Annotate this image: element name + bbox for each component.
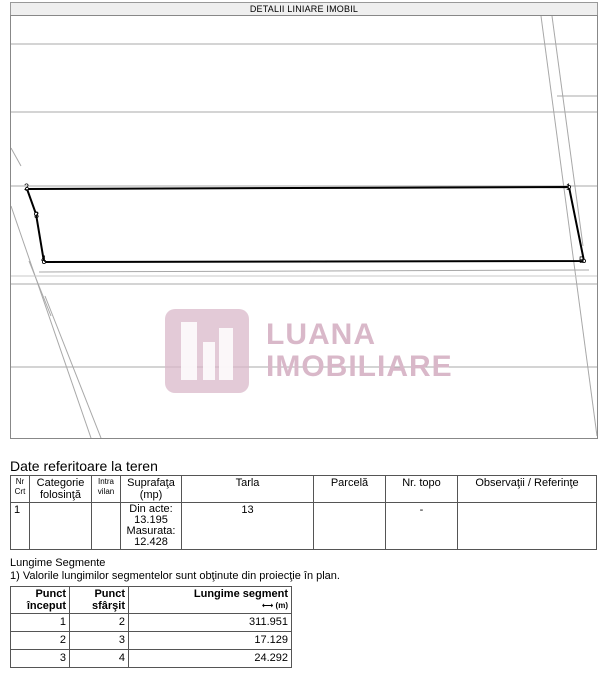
- col-observatii: Observaţii / Referinţe: [458, 476, 597, 503]
- teren-table: [10, 475, 597, 550]
- segmente-title: Lungime Segmente: [10, 557, 106, 569]
- parcel-map: [10, 15, 598, 439]
- watermark-text: LUANA IMOBILIARE: [266, 318, 453, 383]
- suprafata-masurata-value: 12.428: [134, 536, 168, 548]
- col-tarla: Tarla: [182, 476, 314, 503]
- ruler-icon: ⟷: [261, 601, 274, 610]
- table-row: 2 3 17.129: [11, 632, 292, 650]
- col-categorie: Categorie folosinţă: [30, 476, 92, 503]
- cell-tarla: 13: [182, 503, 314, 550]
- segmente-note: 1) Valorile lungimilor segmentelor sunt obţinute din proiecţie în plan.: [10, 570, 340, 582]
- col-lungime-segment: Lungime segment ⟷ (m): [129, 587, 292, 614]
- col-punct-sfarsit: Punct sfârşit: [70, 587, 129, 614]
- teren-section-title: Date referitoare la teren: [10, 458, 158, 474]
- vertex-label-1: 1: [566, 182, 572, 192]
- cell-categorie: [30, 503, 92, 550]
- col-suprafata: Suprafaţa (mp): [121, 476, 182, 503]
- table-row: 1 2 311.951: [11, 614, 292, 632]
- suprafata-acte-label: Din acte:: [129, 503, 173, 515]
- cell-suprafata: [121, 503, 182, 550]
- vertex-label-2: 2: [24, 182, 30, 192]
- cell-intravilan: [92, 503, 121, 550]
- segmente-header-row: [11, 587, 292, 614]
- teren-header-row: [11, 476, 597, 503]
- suprafata-acte-value: 13.195: [134, 514, 168, 526]
- cell-nr-topo: -: [386, 503, 458, 550]
- parcel-boundary: [27, 187, 584, 262]
- col-nr-topo: Nr. topo: [386, 476, 458, 503]
- section-header: [10, 2, 598, 16]
- col-intravilan: Intra vilan: [92, 476, 121, 503]
- col-nr: Nr Crt: [11, 476, 30, 503]
- suprafata-masurata-label: Masurata:: [126, 525, 176, 537]
- col-parcela: Parcelă: [314, 476, 386, 503]
- watermark-logo-icon: [165, 309, 249, 393]
- segmente-table: [10, 586, 292, 668]
- table-row: 3 4 24.292: [11, 650, 292, 668]
- vertex-label-5: 5: [579, 255, 585, 265]
- cell-observatii: [458, 503, 597, 550]
- section-header-title: DETALII LINIARE IMOBIL: [249, 4, 359, 14]
- cell-parcela: [314, 503, 386, 550]
- cell-nr: 1: [11, 503, 30, 550]
- vertex-label-4: 4: [41, 254, 47, 264]
- col-punct-inceput: Punct început: [11, 587, 70, 614]
- table-row: [11, 503, 597, 550]
- vertex-label-3: 3: [34, 210, 40, 220]
